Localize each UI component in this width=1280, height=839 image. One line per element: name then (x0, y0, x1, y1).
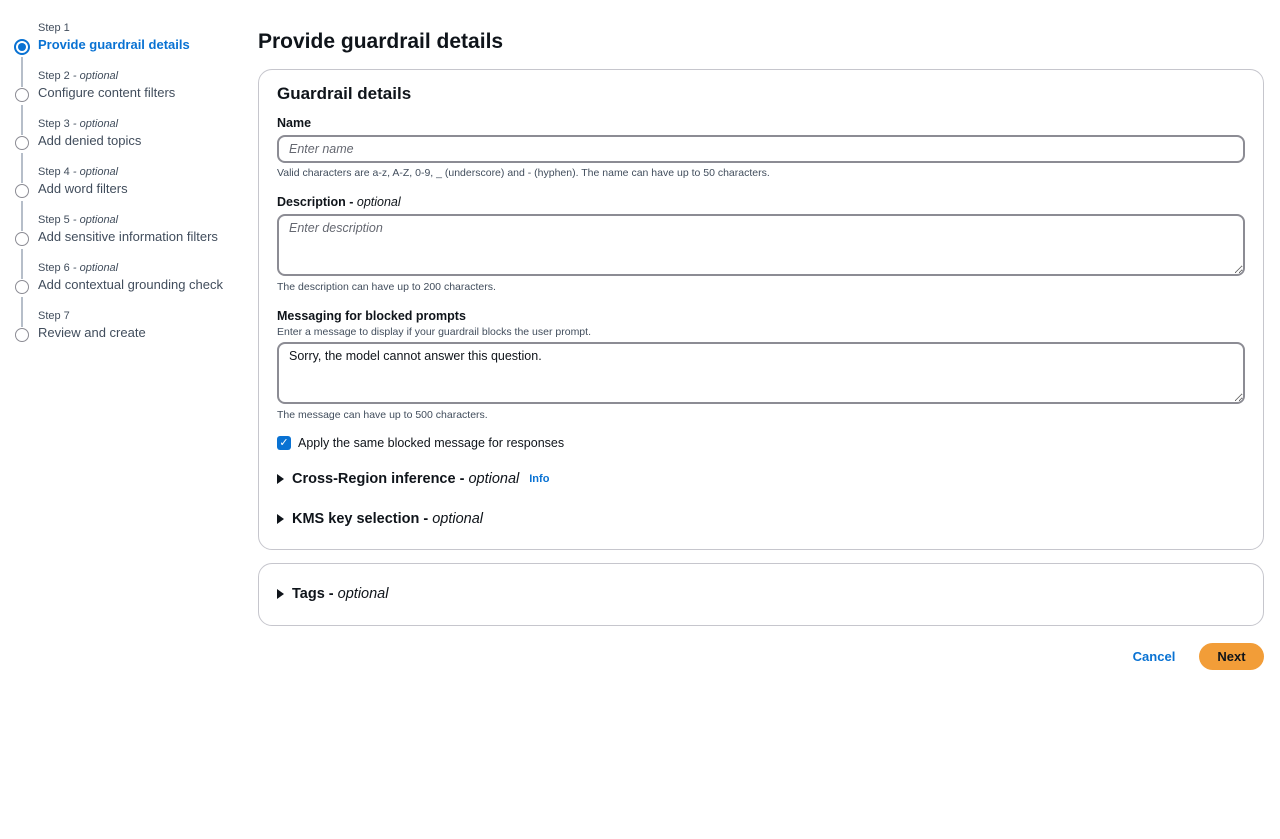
step-label[interactable]: Review and create (38, 325, 146, 340)
step-circle-icon (15, 232, 29, 246)
description-label-text: Description - (277, 195, 357, 209)
step-label[interactable]: Configure content filters (38, 85, 176, 100)
step-optional: - optional (69, 214, 119, 226)
step-optional: - optional (69, 262, 119, 274)
step-number: Step 6 (38, 262, 70, 274)
tags-text: Tags - (292, 586, 338, 602)
cancel-button[interactable]: Cancel (1132, 649, 1176, 664)
step-2[interactable] (0, 68, 240, 116)
wizard-steps (0, 20, 240, 356)
blocked-message-input[interactable] (277, 342, 1245, 404)
guardrail-details-panel (258, 69, 1264, 550)
page-title: Provide guardrail details (258, 30, 504, 53)
step-number: Step 5 (38, 214, 70, 226)
step-4[interactable] (0, 164, 240, 212)
name-hint: Valid characters are a-z, A-Z, 0-9, _ (underscore) and - (hyphen). The name can have up to 50 characters. (277, 167, 770, 179)
step-number: Step 2 (38, 70, 70, 82)
checkbox-checked-icon[interactable]: ✓ (277, 436, 291, 450)
description-hint: The description can have up to 200 characters. (277, 281, 496, 293)
blocked-messaging-label: Messaging for blocked prompts (277, 309, 466, 323)
step-number: Step 1 (38, 22, 70, 34)
tags-expander[interactable] (277, 586, 1245, 602)
blocked-message-hint: The message can have up to 500 characters. (277, 409, 488, 421)
optional-text: optional (337, 586, 389, 602)
step-6[interactable] (0, 260, 240, 308)
cross-region-expander[interactable] (277, 471, 1245, 487)
step-circle-icon (15, 136, 29, 150)
caret-right-icon (277, 589, 284, 599)
optional-text: optional (356, 195, 401, 209)
step-circle-icon (15, 328, 29, 342)
step-label[interactable]: Add sensitive information filters (38, 229, 218, 244)
checkbox-label: Apply the same blocked message for responses (298, 436, 565, 450)
step-7[interactable] (0, 308, 240, 356)
cross-region-text: Cross-Region inference - (292, 471, 469, 487)
name-input[interactable] (277, 135, 1245, 163)
tags-label (292, 586, 388, 602)
step-current-icon (14, 39, 30, 55)
next-button[interactable]: Next (1199, 643, 1264, 670)
description-label (277, 195, 1245, 209)
name-label: Name (277, 116, 312, 130)
optional-text: optional (432, 511, 484, 527)
blocked-messaging-description: Enter a message to display if your guardrail blocks the user prompt. (277, 326, 591, 338)
step-label[interactable]: Add word filters (38, 181, 128, 196)
optional-text: optional (468, 471, 520, 487)
step-optional: - optional (69, 166, 119, 178)
step-label[interactable]: Provide guardrail details (38, 37, 190, 52)
step-label[interactable]: Add denied topics (38, 133, 142, 148)
step-number: Step 4 (38, 166, 70, 178)
step-circle-icon (15, 88, 29, 102)
step-circle-icon (15, 280, 29, 294)
description-input[interactable] (277, 214, 1245, 276)
caret-right-icon (277, 514, 284, 524)
apply-same-message-checkbox[interactable] (277, 436, 1245, 450)
step-number: Step 7 (38, 310, 70, 322)
kms-text: KMS key selection - (292, 511, 433, 527)
step-1[interactable] (0, 20, 240, 68)
kms-label (292, 511, 483, 527)
step-number: Step 3 (38, 118, 70, 130)
kms-key-expander[interactable] (277, 511, 1245, 527)
step-optional: - optional (69, 118, 119, 130)
info-link[interactable]: Info (529, 473, 550, 485)
step-optional: - optional (69, 70, 119, 82)
step-5[interactable] (0, 212, 240, 260)
panel-title: Guardrail details (277, 84, 412, 103)
caret-right-icon (277, 474, 284, 484)
tags-panel (258, 563, 1264, 626)
cross-region-label (292, 471, 519, 487)
step-label[interactable]: Add contextual grounding check (38, 277, 224, 292)
step-3[interactable] (0, 116, 240, 164)
step-circle-icon (15, 184, 29, 198)
